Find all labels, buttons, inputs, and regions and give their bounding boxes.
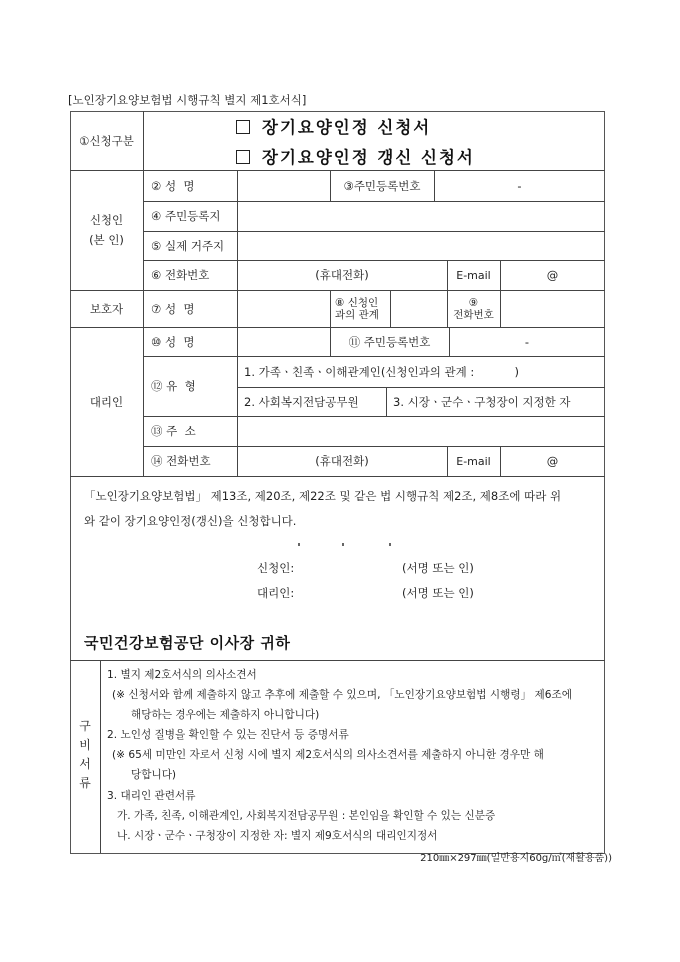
agent-mobile-field[interactable]: (휴대전화) <box>315 454 369 468</box>
date-separator-day <box>389 543 391 546</box>
agent-rrn-label: ⑪ 주민등록번호 <box>348 334 431 349</box>
agent-type-option-designated[interactable]: 3. 시장ㆍ군수ㆍ구청장이 지정한 자 <box>393 394 571 409</box>
guardian-relation-label: ⑧ 신청인 과의 관계 <box>335 296 379 321</box>
applicant-residence-label: ⑤ 실제 거주지 <box>151 238 225 253</box>
agent-email-label: E-mail <box>456 454 491 468</box>
agent-address-field[interactable] <box>237 416 605 446</box>
agent-sign-hint: (서명 또는 인) <box>402 586 474 600</box>
applicant-phone-label: ⑥ 전화번호 <box>151 268 210 282</box>
applicant-name-label: ② 성 명 <box>151 178 195 193</box>
date-separator-year <box>298 543 300 546</box>
guardian-relation-field[interactable] <box>390 290 447 327</box>
applicant-rrn-field[interactable]: - <box>517 178 522 193</box>
required-doc-2: 2. 노인성 질병을 확인할 수 있는 진단서 등 증명서류 <box>107 729 349 741</box>
required-docs-side-label: 구 비 서 류 <box>79 719 91 790</box>
guardian-phone-label: ⑨ 전화번호 <box>453 296 494 321</box>
required-doc-2-note-cont: 당합니다) <box>131 769 177 781</box>
required-doc-3: 3. 대리인 관련서류 <box>107 790 196 802</box>
applicant-sign-label: 신청인: <box>257 561 295 575</box>
required-doc-3-a: 가. 가족, 친족, 이해관계인, 사회복지전담공무원 : 본인임을 확인할 수 있는 신분증 <box>117 810 496 822</box>
applicant-address-field[interactable] <box>237 201 605 231</box>
applicant-section-label: 신청인 (본 인) <box>89 213 124 247</box>
applicant-sign-hint: (서명 또는 인) <box>402 561 474 575</box>
application-type-label: ①신청구분 <box>79 133 134 148</box>
application-type-options <box>143 111 605 170</box>
agent-phone-label: ⑭ 전화번호 <box>151 454 211 468</box>
guardian-section-label: 보호자 <box>89 301 124 316</box>
agent-type-option-social-worker[interactable]: 2. 사회복지전담공무원 <box>244 394 359 409</box>
guardian-phone-field[interactable] <box>500 290 605 327</box>
addressee: 국민건강보험공단 이사장 귀하 <box>84 634 291 652</box>
option-renewal-application[interactable]: 장기요양인정 갱신 신청서 <box>236 144 475 168</box>
guardian-name-label: ⑦ 성 명 <box>151 301 195 316</box>
checkbox-icon[interactable] <box>236 120 250 134</box>
date-separator-month <box>342 543 344 546</box>
applicant-email-label: E-mail <box>456 268 491 282</box>
agent-name-label: ⑩ 성 명 <box>151 334 195 349</box>
applicant-mobile-field[interactable]: (휴대전화) <box>315 268 369 282</box>
agent-type-label: ⑫ 유 형 <box>151 379 196 393</box>
agent-rrn-field[interactable]: - <box>524 334 530 349</box>
form-caption: [노인장기요양보험법 시행규칙 별지 제1호서식] <box>68 93 307 107</box>
required-doc-1: 1. 별지 제2호서식의 의사소견서 <box>107 669 257 681</box>
agent-sign-label: 대리인: <box>257 586 295 600</box>
guardian-name-field[interactable] <box>237 290 330 327</box>
required-doc-2-note: (※ 65세 미만인 자로서 신청 시에 별지 제2호서식의 의사소견서를 제출하지 아니한 경우만 해 <box>112 749 544 761</box>
declaration-line-2: 와 같이 장기요양인정(갱신)을 신청합니다. <box>84 514 297 528</box>
agent-address-label: ⑬ 주 소 <box>151 424 196 438</box>
applicant-email-field[interactable]: @ <box>546 268 559 282</box>
agent-section-label: 대리인 <box>89 394 124 409</box>
required-doc-1-note-cont: 해당하는 경우에는 제출하지 아니합니다) <box>131 709 320 721</box>
agent-type-option-family[interactable]: 1. 가족ㆍ친족ㆍ이해관계인(신청인과의 관계 : ) <box>244 364 519 379</box>
agent-email-field[interactable]: @ <box>546 454 559 468</box>
applicant-residence-field[interactable] <box>237 231 605 260</box>
checkbox-icon[interactable] <box>236 150 250 164</box>
applicant-name-field[interactable] <box>237 170 330 201</box>
required-doc-3-b: 나. 시장ㆍ군수ㆍ구청장이 지정한 자: 별지 제9호서식의 대리인지정서 <box>117 830 438 842</box>
declaration-line-1: 「노인장기요양보험법」 제13조, 제20조, 제22조 및 같은 법 시행규칙 제2조, 제8조에 따라 위 <box>84 489 562 503</box>
required-doc-1-note: (※ 신청서와 함께 제출하지 않고 추후에 제출할 수 있으며, 「노인장기요양보험법 시행령」 제6조에 <box>112 689 572 701</box>
paper-spec: 210㎜×297㎜(일반용지60g/㎡(재활용품)) <box>420 853 612 864</box>
agent-name-field[interactable] <box>237 327 330 356</box>
applicant-address-label: ④ 주민등록지 <box>151 209 221 223</box>
option-new-application[interactable]: 장기요양인정 신청서 <box>236 114 431 138</box>
applicant-rrn-label: ③주민등록번호 <box>343 178 421 193</box>
